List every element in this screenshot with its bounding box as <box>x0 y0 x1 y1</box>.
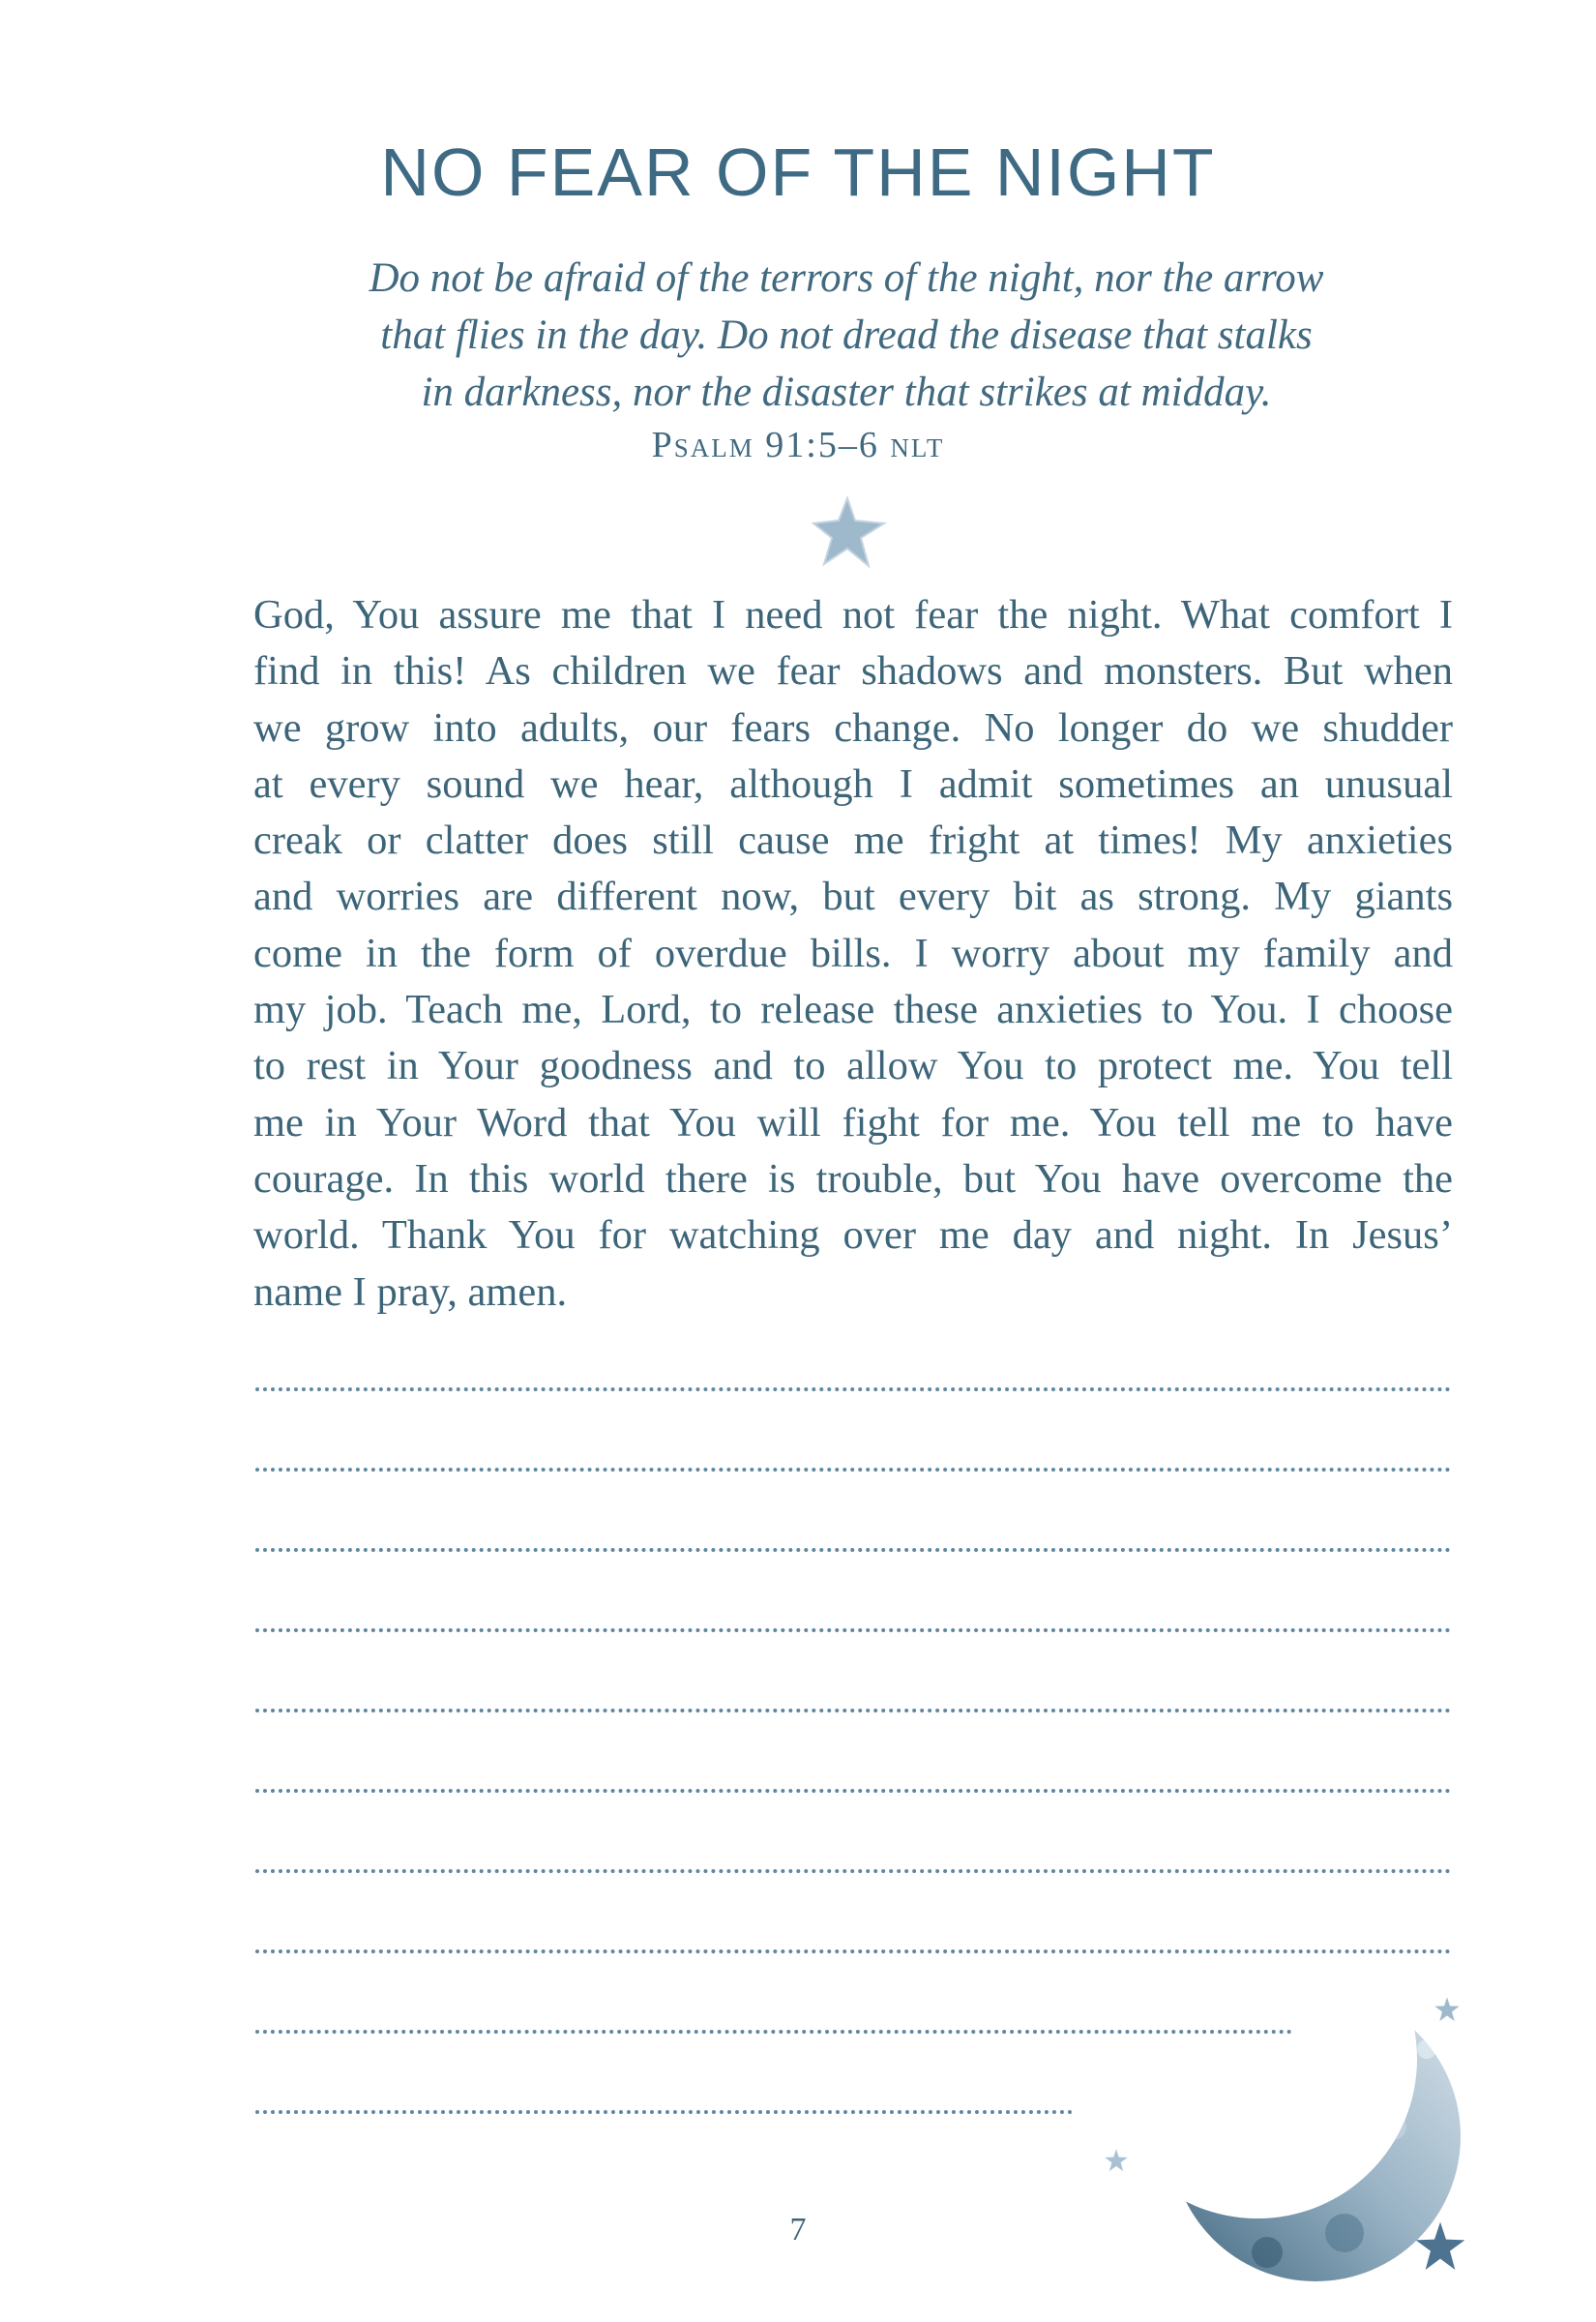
scripture-verse <box>290 250 1403 421</box>
prayer-line: my job. Teach me, Lord, to release these anxieties to You. I choose <box>253 987 1453 1033</box>
prayer-line: and worries are different now, but every bit as strong. My giants <box>253 874 1453 920</box>
star-icon <box>1104 2148 1129 2173</box>
prayer-line: find in this! As children we fear shadows and monsters. But when <box>253 648 1453 695</box>
journal-line[interactable] <box>255 1869 1451 1873</box>
prayer-line: to rest in Your goodness and to allow You to protect me. You tell <box>253 1043 1453 1089</box>
prayer-text <box>253 587 1453 1321</box>
journal-line[interactable] <box>255 1387 1451 1391</box>
prayer-line: courage. In this world there is trouble, but You have overcome the <box>253 1155 1453 1202</box>
page-number: 7 <box>789 2212 807 2248</box>
prayer-line: we grow into adults, our fears change. No longer do we shudder <box>253 704 1453 751</box>
journal-line[interactable] <box>255 2030 1292 2034</box>
prayer-line: world. Thank You for watching over me day and night. In Jesus’ <box>253 1212 1453 1259</box>
journal-line[interactable] <box>255 1628 1451 1632</box>
star-icon <box>1433 1996 1461 2023</box>
journal-line[interactable] <box>255 1709 1451 1712</box>
journal-line[interactable] <box>255 1789 1451 1793</box>
verse-reference: Psalm 91:5–6 nlt <box>651 425 945 465</box>
prayer-line: God, You assure me that I need not fear the night. What comfort I <box>253 592 1453 638</box>
star-icon <box>811 494 892 572</box>
verse-line: that flies in the day. Do not dread the disease that stalks <box>380 313 1313 358</box>
journal-line[interactable] <box>255 1548 1451 1552</box>
prayer-line: come in the form of overdue bills. I worry about my family and <box>253 930 1453 976</box>
page-title: NO FEAR OF THE NIGHT <box>380 134 1216 210</box>
prayer-line: me in Your Word that You will fight for me. You tell me to have <box>253 1099 1453 1146</box>
journal-line[interactable] <box>255 2110 1073 2114</box>
prayer-line: name I pray, amen. <box>253 1268 568 1315</box>
journal-line[interactable] <box>255 1468 1451 1472</box>
verse-line: Do not be afraid of the terrors of the night, nor the arrow <box>369 255 1324 301</box>
journal-line[interactable] <box>255 1950 1451 1953</box>
verse-line: in darkness, nor the disaster that strikes at midday. <box>421 370 1272 415</box>
prayer-line: creak or clatter does still cause me fright at times! My anxieties <box>253 818 1453 864</box>
prayer-line: at every sound we hear, although I admit sometimes an unusual <box>253 760 1453 807</box>
